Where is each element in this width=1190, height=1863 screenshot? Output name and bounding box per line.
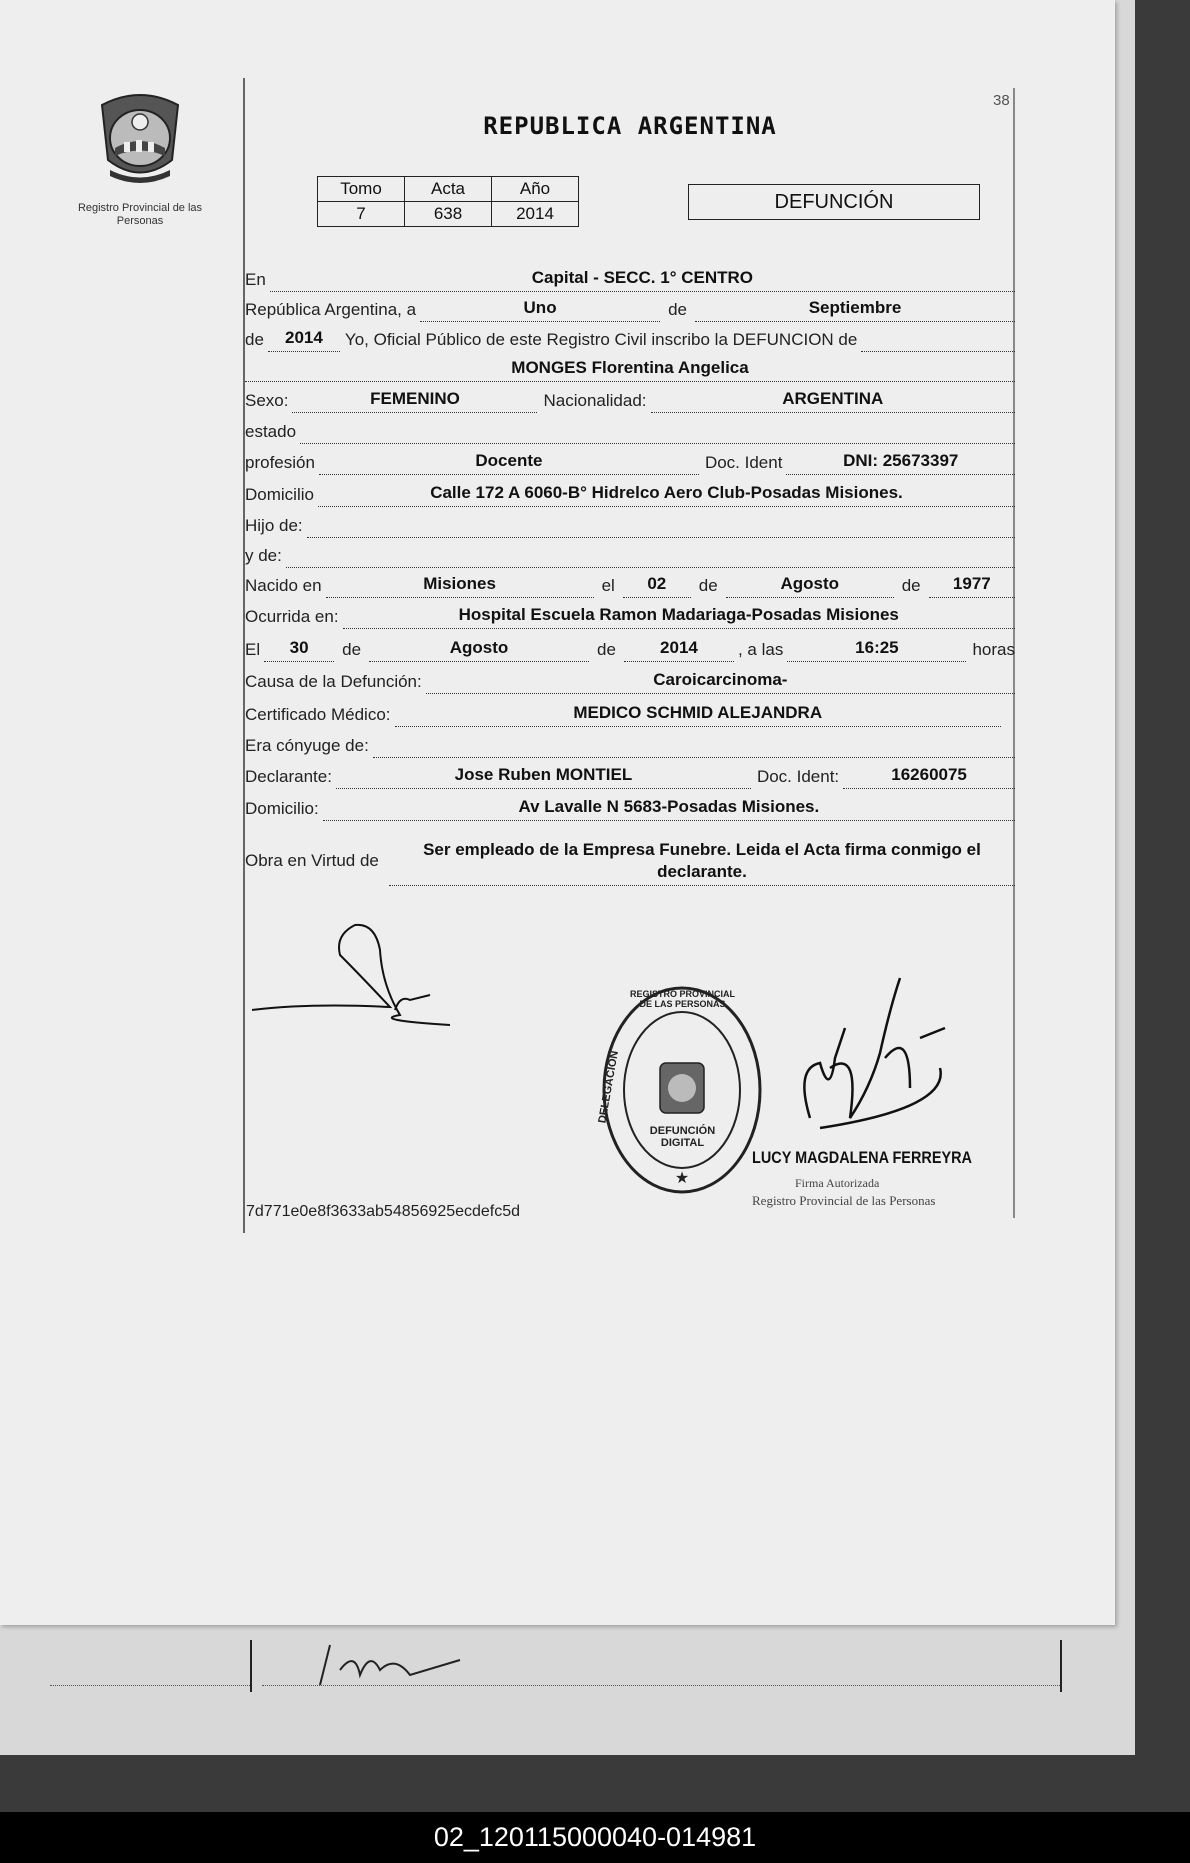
value-nac-mes: Agosto (726, 574, 894, 598)
row-domicilio (245, 477, 1015, 507)
value-decl-domicilio: Av Lavalle N 5683-Posadas Misiones. (323, 797, 1015, 821)
row-fecha-defuncion (245, 632, 1015, 662)
row-nacido (245, 568, 1015, 598)
value-def-dia: 30 (264, 638, 334, 662)
value-sexo: FEMENINO (292, 389, 537, 413)
stamp-left-text: DELEGACIÓN (596, 1049, 621, 1125)
value-nacido: Misiones (326, 574, 594, 598)
label-republica: República Argentina, a (245, 300, 417, 319)
value-domicilio: Calle 172 A 6060-B° Hidrelco Aero Club-Posadas Misiones. (318, 483, 1015, 507)
logo-caption: Registro Provincial de las Personas (77, 202, 203, 227)
value-def-mes: Agosto (369, 638, 589, 662)
label-de2: de (245, 330, 264, 349)
row-ocurrida (245, 599, 1015, 629)
ref-header-anio: Año (492, 177, 579, 202)
row-certificado (245, 697, 1015, 727)
label-estado: estado (245, 422, 297, 441)
value-certificado: MEDICO SCHMID ALEJANDRA (395, 703, 1001, 727)
value-mes: Septiembre (695, 298, 1015, 322)
provincial-registry-logo (90, 90, 190, 190)
label-causa: Causa de la Defunción: (245, 672, 422, 691)
label-decl-domicilio: Domicilio: (245, 799, 319, 818)
row-obra (245, 834, 1015, 890)
label-nac-de2: de (901, 576, 921, 595)
value-decl-doc: 16260075 (843, 765, 1015, 789)
value-declarante: Jose Ruben MONTIEL (336, 765, 751, 789)
label-el: el (601, 576, 615, 595)
stamp-ring-text: REGISTRO PROVINCIAL DE LAS PERSONAS (630, 989, 736, 1009)
value-oficial-blank (861, 328, 1015, 352)
value-nac-anio: 1977 (929, 574, 1015, 598)
label-certificado: Certificado Médico: (245, 705, 391, 724)
stamp-inner-text: DEFUNCIÓN DIGITAL (649, 1125, 716, 1149)
value-doc-ident: DNI: 25673397 (786, 451, 1015, 475)
label-yde: y de: (245, 546, 282, 565)
value-anio: 2014 (268, 328, 340, 352)
row-yde (245, 538, 1015, 568)
underlying-page-strip (0, 1640, 1135, 1700)
label-sexo: Sexo: (245, 391, 289, 410)
row-decl-domicilio (245, 791, 1015, 821)
underlying-signature (300, 1640, 500, 1690)
ref-header-acta: Acta (405, 177, 492, 202)
document-title: REPUBLICA ARGENTINA (483, 112, 777, 140)
label-nacido: Nacido en (245, 576, 322, 595)
label-def-de: de (342, 640, 362, 659)
official-signature (790, 968, 960, 1138)
value-nombre: MONGES Florentina Angelica (245, 358, 1015, 382)
label-conyuge: Era cónyuge de: (245, 736, 369, 755)
value-yde (286, 544, 1015, 568)
reference-table (317, 176, 579, 227)
scan-id-caption: 02_120115000040-014981 (0, 1812, 1190, 1863)
value-en: Capital - SECC. 1° CENTRO (270, 268, 1015, 292)
label-obra: Obra en Virtud de (245, 851, 379, 870)
value-causa: Caroicarcinoma- (426, 670, 1015, 694)
row-hijo (245, 508, 1015, 538)
label-nacionalidad: Nacionalidad: (543, 391, 647, 410)
label-def-de2: de (597, 640, 616, 659)
label-hijo: Hijo de: (245, 516, 303, 535)
official-role: Firma Autorizada (795, 1176, 880, 1190)
row-fecha-inscripcion (245, 292, 1015, 322)
value-ocurrida: Hospital Escuela Ramon Madariaga-Posadas Misiones (343, 605, 1015, 629)
value-def-anio: 2014 (624, 638, 734, 662)
row-declarante (245, 759, 1015, 789)
row-conyuge (245, 728, 1015, 758)
label-en: En (245, 270, 266, 289)
ref-value-acta: 638 (405, 202, 492, 227)
ref-value-tomo: 7 (318, 202, 405, 227)
svg-text:★: ★ (674, 1170, 690, 1187)
label-doc-ident: Doc. Ident (704, 453, 783, 472)
official-name: LUCY MAGDALENA FERREYRA (752, 1148, 972, 1167)
label-de: de (668, 300, 687, 319)
label-horas: horas (972, 640, 1015, 659)
label-decl-doc: Doc. Ident: (756, 767, 840, 786)
oficial-text: Yo, Oficial Público de este Registro Civil inscribo la DEFUNCION de (344, 330, 858, 349)
ref-value-anio: 2014 (492, 202, 579, 227)
row-nombre (245, 352, 1015, 382)
page-number: 38 (993, 92, 1010, 109)
label-domicilio: Domicilio (245, 485, 314, 504)
label-el2: El (245, 640, 261, 659)
official-stamp (596, 985, 765, 1195)
row-en (245, 262, 1015, 292)
ref-header-tomo: Tomo (318, 177, 405, 202)
label-profesion: profesión (245, 453, 315, 472)
row-sexo (245, 383, 1015, 413)
row-estado (245, 414, 1015, 444)
label-ocurrida: Ocurrida en: (245, 607, 339, 626)
label-declarante: Declarante: (245, 767, 332, 786)
value-nac-dia: 02 (623, 574, 691, 598)
label-alas: , a las (737, 640, 784, 659)
document-type-box: DEFUNCIÓN (688, 184, 980, 220)
value-estado (300, 420, 1015, 444)
value-obra: Ser empleado de la Empresa Funebre. Leida el Acta firma conmigo el declarante. (389, 839, 1015, 886)
row-oficial (245, 322, 1015, 352)
value-conyuge (373, 734, 1015, 758)
value-profesion: Docente (319, 451, 699, 475)
document-hash: 7d771e0e8f3633ab54856925ecdefc5d (246, 1203, 521, 1220)
row-profesion (245, 445, 1015, 475)
official-org: Registro Provincial de las Personas (752, 1193, 936, 1208)
label-nac-de: de (698, 576, 718, 595)
declarant-signature (250, 915, 470, 1035)
value-def-hora: 16:25 (787, 638, 966, 662)
row-causa (245, 664, 1015, 694)
value-hijo (307, 514, 1015, 538)
value-dia: Uno (420, 298, 660, 322)
value-nacionalidad: ARGENTINA (651, 389, 1016, 413)
